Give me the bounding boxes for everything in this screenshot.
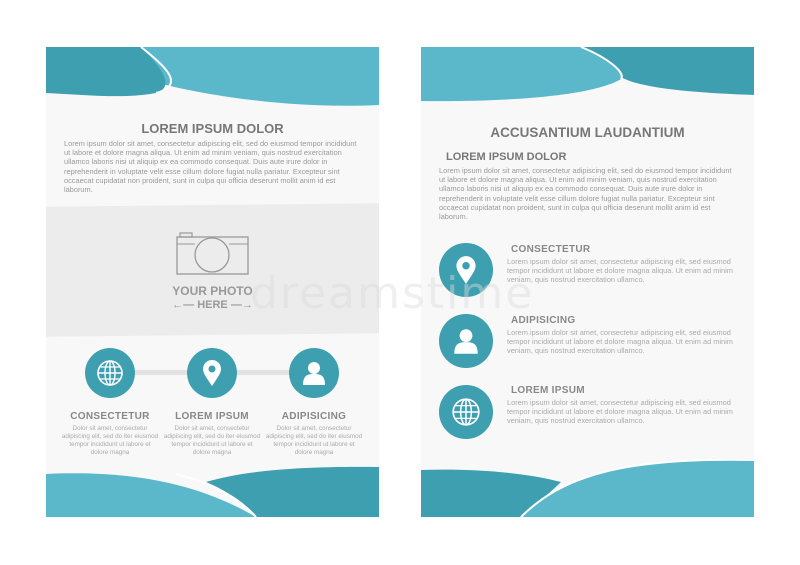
feature-column (60, 411, 160, 457)
feature-title: ADIPISICING (281, 411, 347, 422)
bottom-wave-decoration (46, 462, 379, 517)
feature-text: Dolor sit amet, consectetur adipiscing elit, sed do iter eiusmod tempor incididunt ut labore et dolore magna (163, 425, 261, 456)
watermark: dreamstime (250, 268, 535, 319)
feature-title: CONSECTETUR (511, 244, 591, 255)
feature-item (507, 385, 742, 426)
feature-text: Lorem ipsum dolor sit amet, consectetur adipiscing elit, sed eiusmod tempor incididunt ut labore et dolore magna aliqua. Ut enim ad minim veniam, quis nostrud exercitation ullamco. (507, 328, 733, 356)
photo-label-here: ←— HERE —→ (172, 299, 253, 311)
section-subtitle: LOREM IPSUM DOLOR (446, 151, 567, 163)
feature-title: CONSECTETUR (70, 411, 150, 422)
feature-column (264, 411, 364, 457)
feature-title: LOREM IPSUM (511, 385, 585, 396)
globe-icon (439, 385, 493, 439)
top-wave-decoration (46, 47, 379, 117)
feature-item (507, 244, 742, 285)
feature-text: Dolor sit amet, consectetur adipiscing elit, sed do iter eiusmod tempor incididunt ut labore et dolore magna (265, 425, 363, 456)
intro-paragraph: Lorem ipsum dolor sit amet, consectetur adipiscing elit, sed do eiusmod tempor incididunt ut labore et dolore magna aliqua. Ut enim ad minim veniam, quis nostrud exercitation ullamco laboris nisi ut aliquip ex ea commodo consequat. Duis aute irure dolor in reprehenderit in voluptate velit esse cillum dolore fugiat nulla pariatur. Excepteur sint occaecat cupidatat non proident, sunt in culpa qui officia deserunt mollit anim id est laborum. (439, 166, 732, 222)
feature-column (162, 411, 262, 457)
photo-label: YOUR PHOTO (172, 284, 253, 298)
feature-item (507, 315, 742, 356)
feature-title: ADIPISICING (511, 315, 576, 326)
user-icon (289, 348, 339, 398)
feature-text: Dolor sit amet, consectetur adipiscing elit, sed do iter eiusmod tempor incididunt ut labore et dolore magna (61, 425, 159, 456)
bottom-wave-decoration (421, 452, 754, 517)
top-wave-decoration (421, 47, 754, 107)
user-icon (439, 314, 493, 368)
page-title: LOREM IPSUM DOLOR (141, 121, 284, 136)
globe-icon (85, 348, 135, 398)
feature-text: Lorem ipsum dolor sit amet, consectetur adipiscing elit, sed eiusmod tempor incididunt ut labore et dolore magna aliqua. Ut enim ad minim veniam, quis nostrud exercitation ullamco. (507, 398, 733, 426)
page-title: ACCUSANTIUM LAUDANTIUM (490, 125, 685, 140)
feature-title: LOREM IPSUM (175, 411, 249, 422)
camera-icon (176, 232, 249, 276)
intro-paragraph: Lorem ipsum dolor sit amet, consectetur adipiscing elit, sed do eiusmod tempor incididunt ut labore et dolore magna aliqua. Ut enim ad minim veniam, quis nostrud exercitation ullamco laboris nisi ut aliquip ex ea commodo consequat. Duis aute irure dolor in reprehenderit in voluptate velit esse cillum dolore fugiat nulla pariatur. Excepteur sint occaecat cupidatat non proident, sunt in culpa qui officia deserunt mollit anim id est laborum. (64, 139, 357, 195)
map-pin-icon (187, 348, 237, 398)
feature-text: Lorem ipsum dolor sit amet, consectetur adipiscing elit, sed eiusmod tempor incididunt ut labore et dolore magna aliqua. Ut enim ad minim veniam, quis nostrud exercitation ullamco. (507, 257, 733, 285)
